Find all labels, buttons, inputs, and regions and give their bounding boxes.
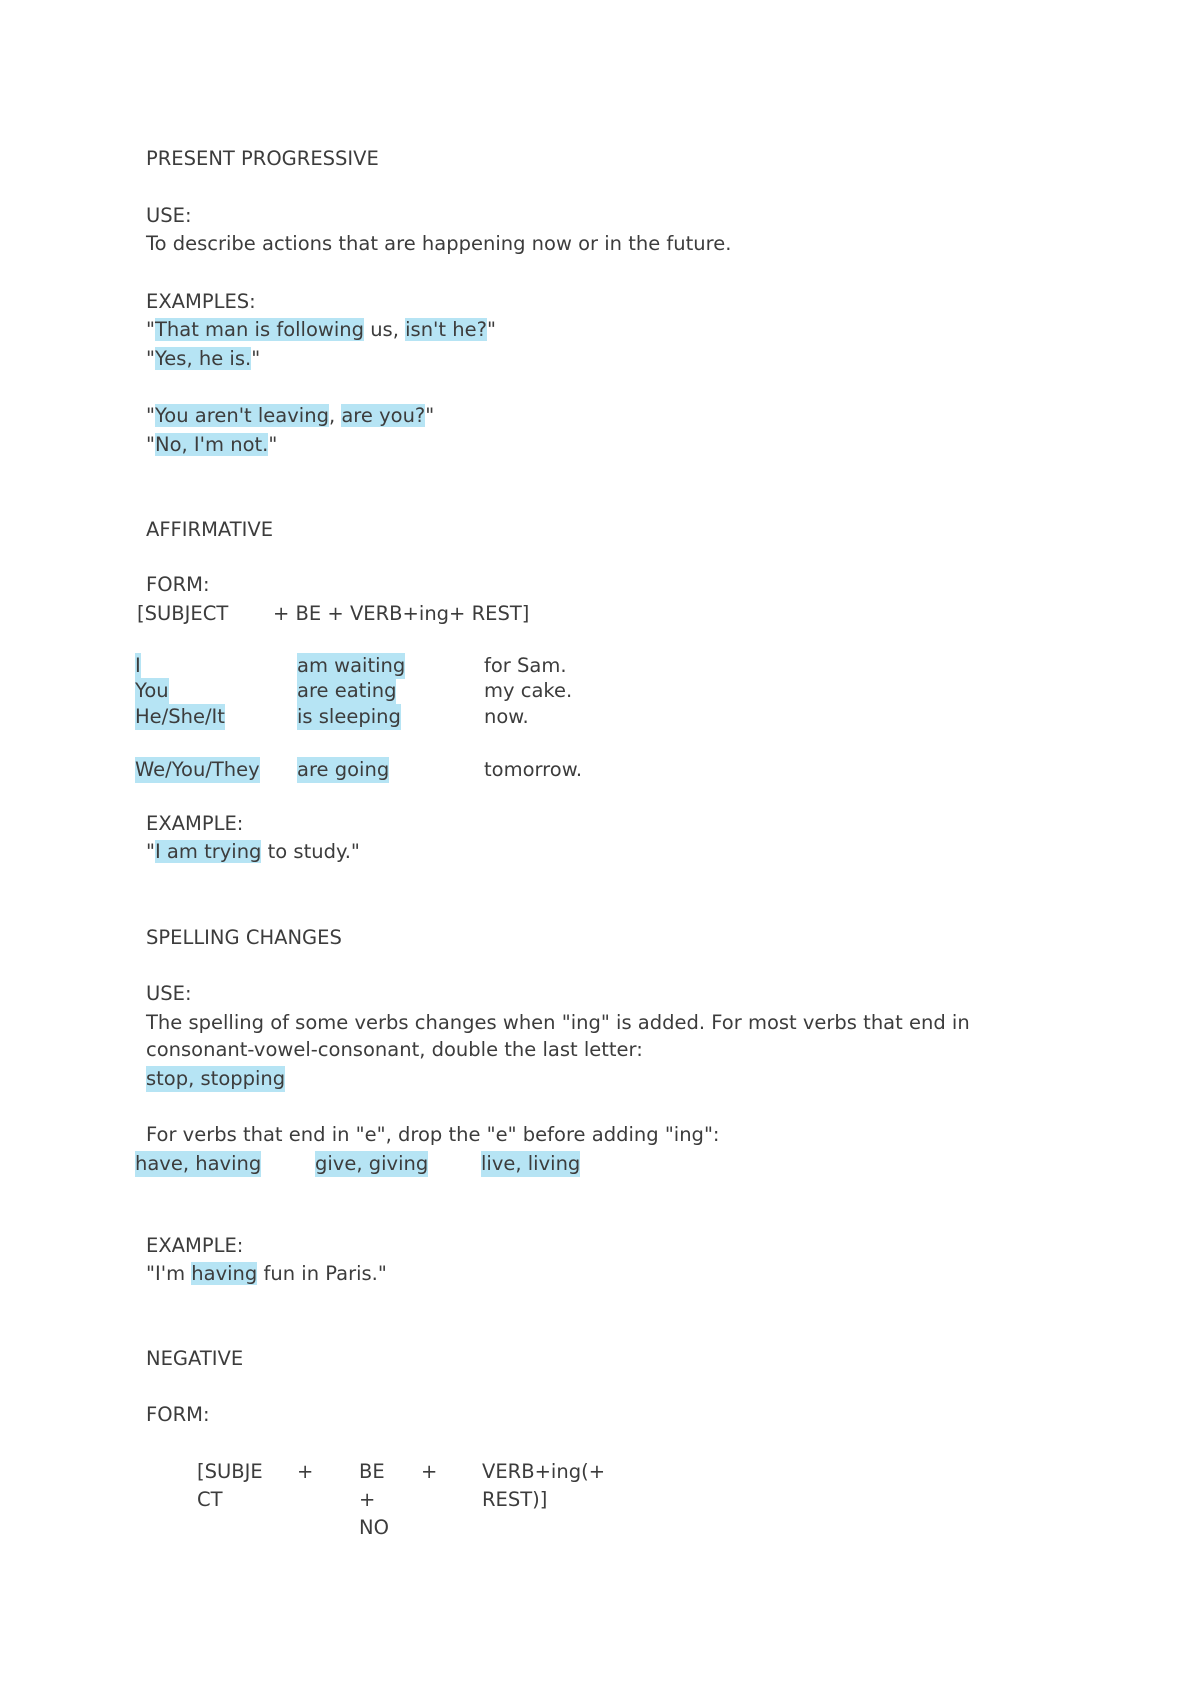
section-title-negative: NEGATIVE xyxy=(146,1347,244,1370)
verb-cell: are going xyxy=(297,758,390,781)
example-label: EXAMPLE: xyxy=(146,812,244,835)
highlighted-text: having xyxy=(191,1262,258,1285)
example-line: "I am trying to study." xyxy=(146,840,360,863)
highlighted-text: Yes, he is. xyxy=(154,347,252,370)
form-be: NO xyxy=(359,1516,389,1539)
form-subject: [SUBJECT xyxy=(137,602,229,625)
highlighted-text: I am trying xyxy=(154,840,262,863)
section-title-affirmative: AFFIRMATIVE xyxy=(146,518,274,541)
highlighted-text: That man is following xyxy=(154,318,364,341)
subject-cell: We/You/They xyxy=(135,758,260,781)
plus-sign: + xyxy=(297,1460,314,1483)
highlighted-text: are you? xyxy=(341,404,426,427)
use-label: USE: xyxy=(146,982,192,1005)
form-label: FORM: xyxy=(146,573,210,596)
example-line: "No, I'm not." xyxy=(146,433,278,456)
spelling-rule-text: consonant-vowel-consonant, double the last letter: xyxy=(146,1038,643,1061)
form-subject: [SUBJE xyxy=(197,1460,263,1483)
spelling-rule-text: The spelling of some verbs changes when "ing" is added. For most verbs that end in xyxy=(146,1011,970,1034)
example-line: "You aren't leaving, are you?" xyxy=(146,404,435,427)
rest-cell: my cake. xyxy=(484,679,573,702)
section-title-present-progressive: PRESENT PROGRESSIVE xyxy=(146,147,379,170)
example-line: "That man is following us, isn't he?" xyxy=(146,318,496,341)
highlighted-text: No, I'm not. xyxy=(154,433,269,456)
e-example: give, giving xyxy=(315,1152,429,1175)
verb-cell: are eating xyxy=(297,679,397,702)
e-example: have, having xyxy=(135,1152,262,1175)
subject-cell: You xyxy=(135,679,169,702)
form-formula: + BE + VERB+ing+ REST] xyxy=(273,602,530,625)
form-subject: CT xyxy=(197,1488,223,1511)
rest-cell: tomorrow. xyxy=(484,758,583,781)
example-line: "Yes, he is." xyxy=(146,347,261,370)
form-verb: REST)] xyxy=(482,1488,548,1511)
form-verb: VERB+ing(+ xyxy=(482,1460,606,1483)
use-text: To describe actions that are happening now or in the future. xyxy=(146,232,732,255)
highlighted-text: You aren't leaving xyxy=(154,404,329,427)
use-label: USE: xyxy=(146,204,192,227)
subject-cell: I xyxy=(135,654,141,677)
form-be: BE xyxy=(359,1460,385,1483)
form-be: + xyxy=(359,1488,376,1511)
plus-sign: + xyxy=(421,1460,438,1483)
verb-cell: am waiting xyxy=(297,654,406,677)
rest-cell: for Sam. xyxy=(484,654,567,677)
examples-label: EXAMPLES: xyxy=(146,290,256,313)
highlighted-text: isn't he? xyxy=(405,318,487,341)
example-line: "I'm having fun in Paris." xyxy=(146,1262,387,1285)
e-example: live, living xyxy=(481,1152,581,1175)
rest-cell: now. xyxy=(484,705,529,728)
example-label: EXAMPLE: xyxy=(146,1234,244,1257)
subject-cell: He/She/It xyxy=(135,705,225,728)
verb-cell: is sleeping xyxy=(297,705,401,728)
stop-example: stop, stopping xyxy=(146,1067,286,1090)
section-title-spelling-changes: SPELLING CHANGES xyxy=(146,926,342,949)
e-rule-text: For verbs that end in "e", drop the "e" before adding "ing": xyxy=(146,1123,720,1146)
form-label: FORM: xyxy=(146,1403,210,1426)
